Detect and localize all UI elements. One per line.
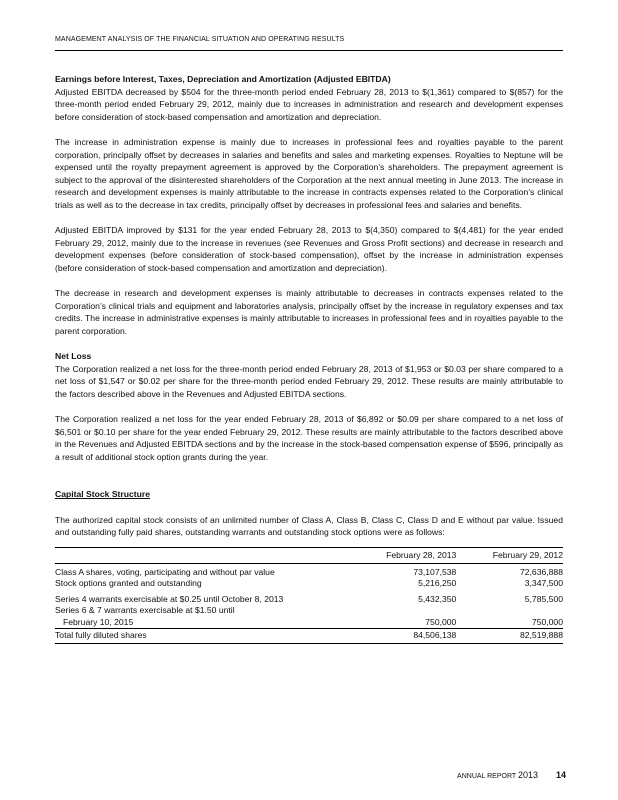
value-2013: 750,000 xyxy=(425,616,457,627)
table-total-row xyxy=(55,629,563,644)
table-row xyxy=(55,563,563,578)
value-2012: 3,347,500 xyxy=(524,578,563,589)
ebitda-paragraph-3: Adjusted EBITDA improved by $131 for the year ended February 28, 2013 to $(4,350) compared to $(4,481) for the year ended February 29, 2012, mainly due to the increase in revenues (see Revenues and Gross Profit sections) and decrease in research and development expenses (before consideration of stock-based compensation), offset by the increase in administration expenses (before consideration of stock-based compensation and amortization and depreciation). xyxy=(55,225,563,273)
running-header: MANAGEMENT ANALYSIS OF THE FINANCIAL SITUATION AND OPERATING RESULTS xyxy=(55,36,345,43)
table-header-blank xyxy=(55,548,348,564)
empty-cell xyxy=(456,605,563,617)
footer-year: 2013 xyxy=(518,770,539,780)
header-divider xyxy=(55,50,563,51)
table-row xyxy=(55,594,563,606)
row-label: Stock options granted and outstanding xyxy=(55,578,202,589)
ebitda-paragraph-2: The increase in administration expense is mainly due to increases in professional fees and royalties payable to the parent corporation, principally offset by decreases in salaries and benefits and sales and marketing expenses. Royalties to Neptune will be expensed until the royalty prepayment agreement is approved by the Corporation’s shareholders. The prepayment agreement is subject to the approval of the disinterested shareholders of the Corporation at the next annual meeting in June 2013. The increase in research and development expenses is mainly attributable to the increase in contracts expenses related to the Corporation’s clinical trials as well as to the decrease in tax credits, principally offset by decreases in professional fees and salaries and benefits. xyxy=(55,136,563,210)
footer-report-label: ANNUAL REPORT xyxy=(457,773,517,780)
net-loss-paragraph-2: The Corporation realized a net loss for the year ended February 28, 2013 of $6,892 or $0.09 per share compared to a net loss of $6,501 or $0.10 per share for the year ended February 29, 2012. These results are mainly attributable to the factors described above in the Revenues and Adjusted EBITDA sections and by the increase in the stock-based compensation expense of $596, principally as a result of additional stock option grants during the year. xyxy=(55,414,563,462)
row-label: Series 4 warrants exercisable at $0.25 until October 8, 2013 xyxy=(55,593,284,604)
capital-stock-table xyxy=(55,547,563,644)
page-number: 14 xyxy=(555,770,566,780)
table-row xyxy=(55,578,563,594)
table-row xyxy=(55,617,563,629)
total-label: Total fully diluted shares xyxy=(55,629,348,644)
table-row xyxy=(55,605,563,617)
net-loss-paragraph-1: The Corporation realized a net loss for the three-month period ended February 28, 2013 of $1,953 or $0.03 per share compared to a net loss of $1,547 or $0.02 per share for the three-month period ended February 29, 2012. These results are mainly attributable to the factors described above in the Revenues and Adjusted EBITDA sections. xyxy=(55,363,563,399)
row-label-continued: February 10, 2015 xyxy=(63,616,134,627)
value-2013: 73,107,538 xyxy=(413,566,457,577)
table-header-row xyxy=(55,548,563,564)
row-label: Series 6 & 7 warrants exercisable at $1.50 until xyxy=(55,605,235,616)
capital-stock-paragraph: The authorized capital stock consists of an unlimited number of Class A, Class B, Class C, Class D and E without par value. Issued and outstanding fully paid shares, outstanding warrants and outstanding stock options were as follows: xyxy=(55,514,563,538)
value-2012: 750,000 xyxy=(531,616,563,627)
total-2012: 82,519,888 xyxy=(456,629,563,644)
page-footer xyxy=(457,770,566,780)
net-loss-heading: Net Loss xyxy=(55,351,92,362)
column-header-2013: February 28, 2013 xyxy=(348,548,457,564)
value-2013: 5,432,350 xyxy=(418,593,457,604)
value-2012: 5,785,500 xyxy=(524,593,563,604)
empty-cell xyxy=(348,605,457,617)
column-header-2012: February 29, 2012 xyxy=(456,548,563,564)
page-content xyxy=(55,73,563,644)
total-2013: 84,506,138 xyxy=(348,629,457,644)
ebitda-paragraph-4: The decrease in research and development expenses is mainly attributable to decreases in contracts expenses related to the Corporation’s clinical trials and equipment and laboratories analysis, principally offset by the increase in regulatory expenses and tax credits. The increase in administrative expenses is mainly attributable to increases in professional fees and in royalties payable to the parent corporation. xyxy=(55,288,563,336)
ebitda-heading: Earnings before Interest, Taxes, Depreciation and Amortization (Adjusted EBITDA) xyxy=(55,74,391,84)
row-label: Class A shares, voting, participating and without par value xyxy=(55,566,275,577)
value-2012: 72,636,888 xyxy=(519,566,563,577)
capital-stock-heading: Capital Stock Structure xyxy=(55,489,151,500)
ebitda-paragraph-1: Adjusted EBITDA decreased by $504 for the three-month period ended February 28, 2013 to $(1,361) compared to $(857) for the three-month period ended February 29, 2012, mainly due to increases in administration and research and development expenses before consideration of stock-based compensation and amortization and depreciation. xyxy=(55,86,563,122)
value-2013: 5,216,250 xyxy=(418,578,457,589)
